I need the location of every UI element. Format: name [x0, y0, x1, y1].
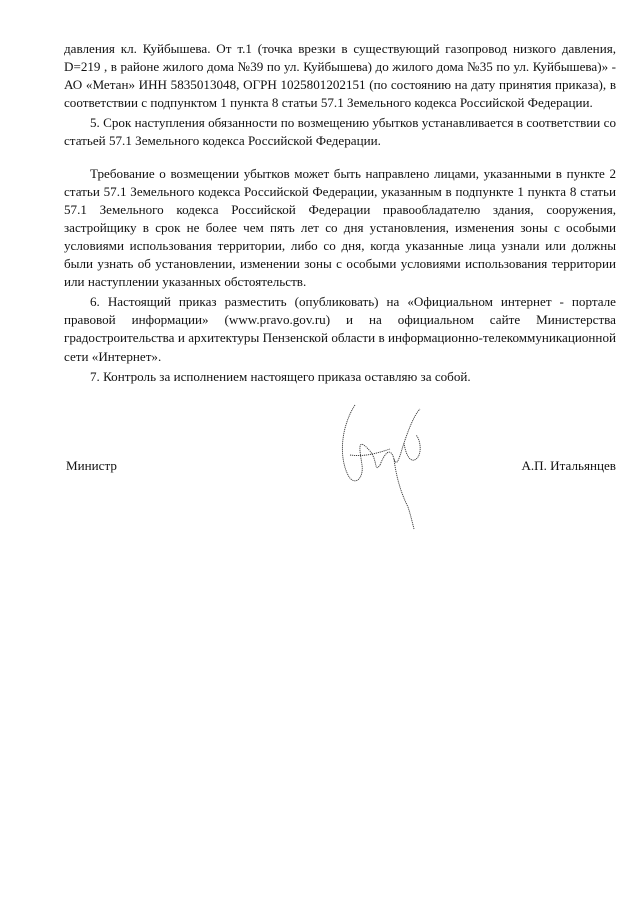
paragraph-3: Требование о возмещении убытков может быть направлено лицами, указанными в пункте 2 статьи 57.1 Земельного кодекса Российской Федерации, указанным в подпункте 1 пункта 8 статьи 57.1 Земельного кодекса Российской Федерации правообладателю здания, сооружения, застройщику в срок не более чем пять лет со дня установления, изменения зоны с особыми условиями использования территории, либо со дня, когда указанные лица узнали или должны были узнать об установлении, изменении зоны с особыми условиями использования территории или наступлении указанных обстоятельств.	[64, 165, 616, 290]
document-body	[64, 40, 616, 388]
paragraph-2: 5. Срок наступления обязанности по возмещению убытков устанавливается в соответствии со статьей 57.1 Земельного кодекса Российской Федерации.	[64, 115, 616, 149]
signer-name: А.П. Итальянцев	[521, 458, 616, 473]
paragraph-4: 6. Настоящий приказ разместить (опубликовать) на «Официальном интернет - портале правовой информации» (www.pravo.gov.ru) и на официальном сайте Министерства градостроительства и архитектуры Пензенской области в информационно-телекоммуникационной сети «Интернет».	[64, 294, 616, 364]
signer-position: Министр	[66, 458, 117, 473]
handwritten-signature	[330, 395, 440, 535]
paragraph-5: 7. Контроль за исполнением настоящего приказа оставляю за собой.	[90, 368, 471, 384]
paragraph-1: давления кл. Куйбышева. От т.1 (точка врезки в существующий газопровод низкого давления, D=219 , в районе жилого дома №39 по ул. Куйбышева) до жилого дома №35 по ул. Куйбышева)» - АО «Метан» ИНН 5835013048, ОГРН 1025801202151 (по состоянию на дату принятия приказа), в соответствии с подпунктом 1 пункта 8 статьи 57.1 Земельного кодекса Российской Федерации.	[64, 41, 616, 111]
